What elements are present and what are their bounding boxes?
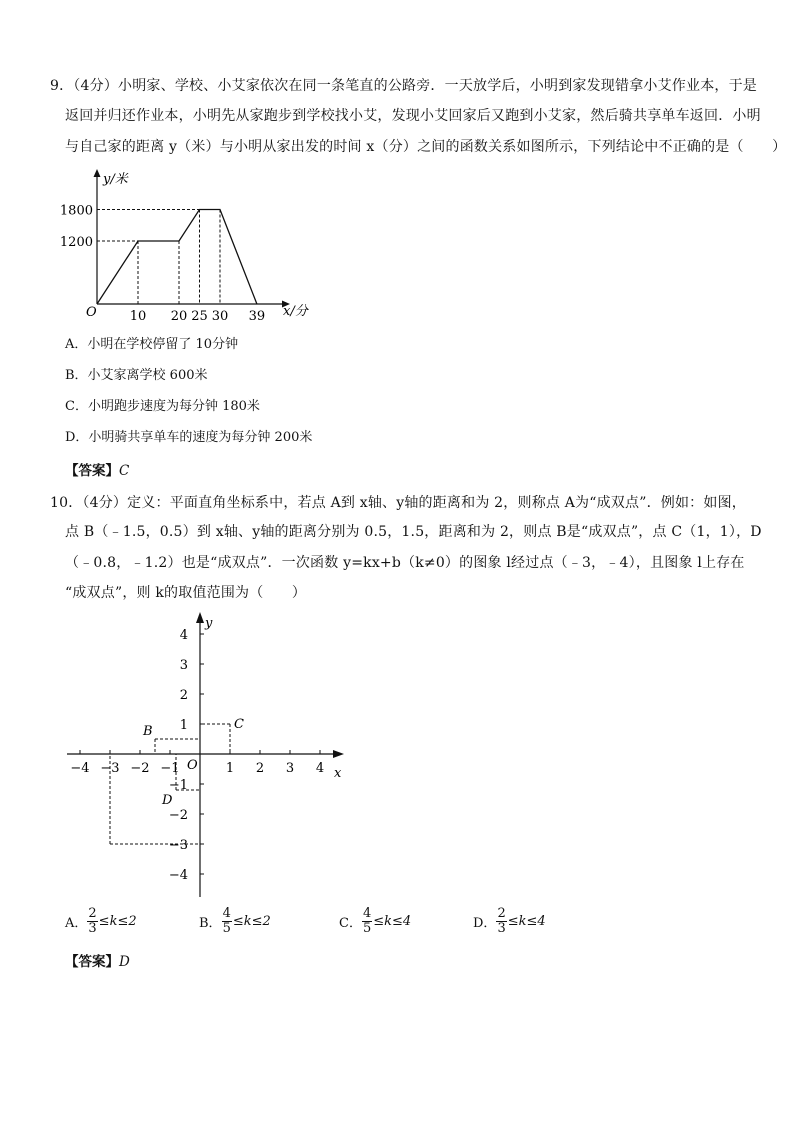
q10-option-b-rest: ≤k≤2 (232, 914, 271, 929)
q9-option-a: A．小明在学校停留了 10分钟 (65, 337, 239, 352)
q9-x-axis-label: x/分 (283, 304, 308, 319)
q9-y-tick-label: 1200 (59, 235, 93, 250)
q10-y-axis-label: y (205, 616, 213, 631)
q10-y-tick-label: −4 (168, 868, 188, 883)
q10-point-label-d: D (162, 793, 173, 808)
q9-answer (65, 459, 129, 479)
q9-x-tick-label: 20 (170, 309, 188, 324)
q10-option-c (339, 907, 411, 936)
q9-origin-label: O (86, 305, 97, 320)
q10-option-a-rest: ≤k≤2 (98, 914, 137, 929)
q9-option-c: C．小明跑步速度为每分钟 180米 (65, 399, 260, 414)
q10-y-tick-label: 1 (179, 718, 188, 733)
q10-option-a-letter: A． (65, 916, 88, 931)
q9-answer-label: 【答案】 (65, 463, 119, 479)
q10-graph (55, 605, 355, 905)
q10-y-tick-label: −1 (168, 778, 188, 793)
q10-x-axis-arrow (333, 750, 344, 758)
q10-option-a-den: 3 (88, 921, 97, 936)
q10-x-tick-label: −2 (130, 761, 150, 776)
q10-option-a-fraction (87, 907, 97, 936)
q10-line-4: “成双点”，则 k的取值范围为（ ） (65, 585, 307, 601)
q9-chart (59, 165, 330, 325)
q10-x-tick-label: 2 (255, 761, 265, 776)
q10-y-tick-label: −2 (168, 808, 188, 823)
q9-answer-value: C (119, 463, 130, 479)
q10-option-d-letter: D． (473, 916, 497, 931)
q10-option-b-den: 5 (222, 921, 231, 936)
q10-option-c-rest: ≤k≤4 (373, 914, 412, 929)
q10-option-a-num: 2 (88, 906, 97, 921)
q9-option-b: B．小艾家离学校 600米 (65, 368, 208, 383)
q9-x-tick-label: 30 (211, 309, 229, 324)
q10-y-tick-label: 3 (179, 658, 188, 673)
q10-option-b-num: 4 (222, 906, 231, 921)
q9-x-tick-label: 25 (191, 309, 208, 324)
q10-y-axis-arrow (196, 612, 204, 623)
q10-x-tick-label: −4 (70, 761, 90, 776)
q9-option-d: D．小明骑共享单车的速度为每分钟 200米 (65, 430, 313, 445)
q10-option-b-fraction (222, 907, 232, 936)
q9-line-3: 与自己家的距离 y（米）与小明从家出发的时间 x（分）之间的函数关系如图所示，下列结论中不正确的是（ ） (65, 139, 787, 155)
q10-point-label-c: C (234, 717, 244, 732)
q9-y-axis-arrow (94, 169, 101, 177)
q10-option-b-letter: B． (199, 916, 222, 931)
q10-answer-value: D (119, 954, 130, 970)
q10-line-2: 点 B（﹣1.5，0.5）到 x轴、y轴的距离分别为 0.5，1.5，距离和为 2，则点 B是“成双点”，点 C（1，1），D (65, 524, 762, 540)
q10-x-tick-label: −1 (160, 761, 180, 776)
q10-option-c-den: 5 (362, 921, 372, 936)
q10-x-tick-label: 4 (315, 761, 325, 776)
q9-series-line (97, 210, 257, 305)
q10-option-c-num: 4 (362, 906, 372, 921)
q10-option-d-rest: ≤k≤4 (507, 914, 546, 929)
q10-option-d-den: 3 (497, 921, 506, 936)
q10-option-d-num: 2 (497, 906, 506, 921)
q9-x-tick-label: 39 (248, 309, 266, 324)
q9-y-axis-label: y/米 (103, 172, 128, 187)
q10-option-a (65, 907, 137, 936)
q10-answer-label: 【答案】 (65, 954, 119, 970)
q10-option-d-fraction (496, 907, 506, 936)
q10-option-b (199, 907, 271, 936)
q10-y-tick-label: 4 (179, 628, 188, 643)
q10-point-label-b: B (143, 724, 153, 739)
q10-option-c-letter: C． (339, 916, 362, 931)
q10-origin-label: O (187, 758, 198, 773)
q10-x-axis-label: x (334, 766, 342, 781)
q9-x-tick-label: 10 (129, 309, 147, 324)
q10-line-3: （﹣0.8，﹣1.2）也是“成双点”．一次函数 y=kx+b（k≠0）的图象 l经过点（﹣3，﹣4），且图象 l上存在 (65, 555, 745, 571)
q9-line-2: 返回并归还作业本，小明先从家跑步到学校找小艾，发现小艾回家后又跑到小艾家，然后骑共享单车返回．小明 (65, 108, 761, 124)
q10-x-tick-label: 3 (285, 761, 295, 776)
q10-line-1: 10．（4分）定义：平面直角坐标系中，若点 A到 x轴、y轴的距离和为 2，则称点 A为“成双点”．例如：如图， (50, 495, 746, 511)
q10-x-tick-label: 1 (225, 761, 235, 776)
q10-x-tick-label: −3 (100, 761, 120, 776)
q10-option-d (473, 907, 546, 936)
q10-answer (65, 950, 130, 970)
q10-option-c-fraction (362, 907, 372, 936)
q9-line-1: 9．（4分）小明家、学校、小艾家依次在同一条笔直的公路旁．一天放学后，小明到家发现错拿小艾作业本，于是 (50, 78, 758, 94)
q10-y-tick-label: 2 (179, 688, 188, 703)
q9-y-tick-label: 1800 (59, 203, 93, 219)
q10-y-tick-label: −3 (168, 838, 188, 853)
